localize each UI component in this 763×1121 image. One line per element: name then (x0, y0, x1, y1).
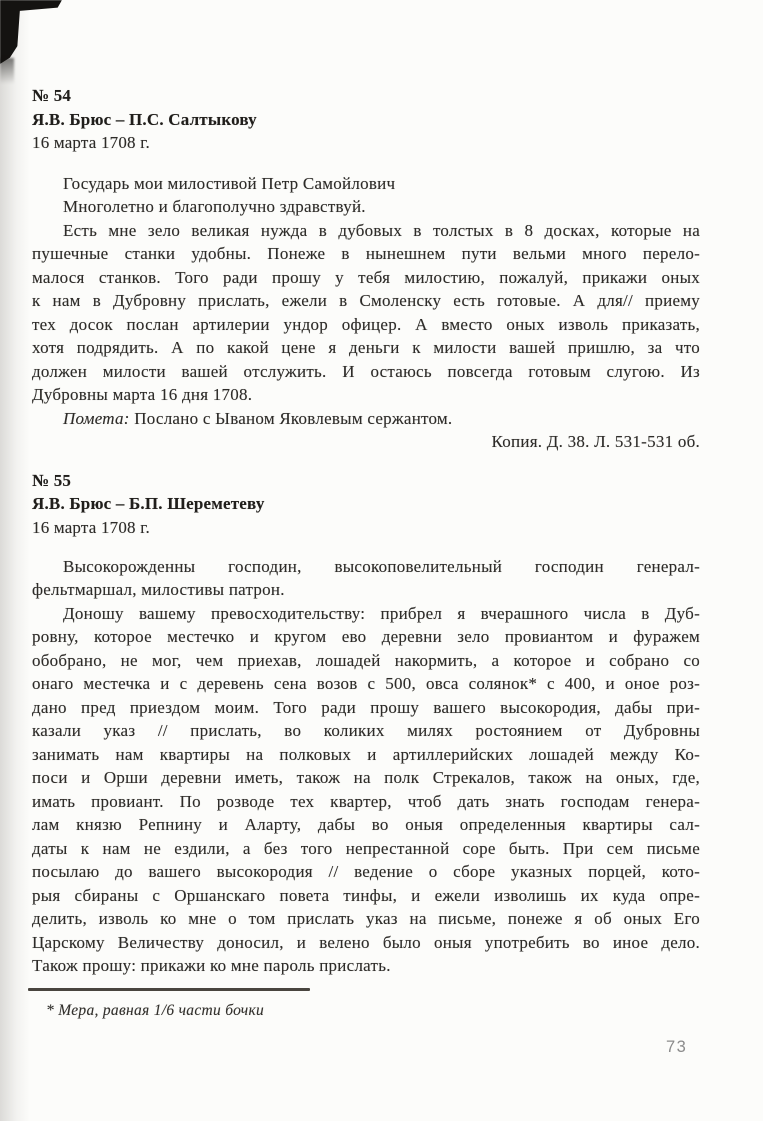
text-line: Царскому Величеству доносил, и велено было оныя употребить во иное дело. (32, 932, 700, 952)
text-line: лам князю Репнину и Аларту, дабы во оныя определенныя квартиры сал- (32, 815, 700, 834)
pometa-label: Помета: (63, 408, 130, 428)
document-title: Я.В. Брюс – Б.П. Шереметеву (32, 494, 265, 513)
text-line: пушечные станки удобны. Понеже в нынешнем пути вельми много перело- (32, 244, 700, 263)
text-line: даты к нам не ездили, а без того непрестанной соре быть. При сем письме (32, 838, 700, 858)
text-line: Також прошу: прикажи ко мне пароль прислать. (32, 956, 391, 975)
letter-54 (32, 84, 700, 454)
document-title: Я.В. Брюс – П.С. Салтыкову (32, 109, 257, 129)
pometa-text: Послано с Ываном Яковлевым сержантом. (129, 408, 453, 428)
footnote-separator (28, 988, 310, 991)
letter-55 (32, 469, 700, 978)
text-line: обобрано, не мог, чем приехав, лошадей накормить, а которое и собрано со (32, 650, 700, 670)
text-line: Многолетно и благополучно здравствуй. (63, 197, 366, 216)
letter-salutation-paragraph (32, 555, 700, 602)
text-line: поси и Орши деревни иметь, також на полк Стрекалов, також на оных, где, (32, 768, 700, 787)
scan-artifact-corner (0, 0, 62, 64)
text-line: посылаю до вашего высокородия // ведение о сборе указных порцей, кото- (32, 862, 700, 881)
text-line: Дубровны марта 16 дня 1708. (32, 385, 253, 404)
text-line: имать провиант. По розводе тех квартер, чтоб дать знать господам генера- (32, 791, 700, 811)
text-line: онаго местечка и с деревень сена возов с 500, овса солянок* с 400, и оное роз- (32, 674, 700, 693)
scan-artifact-fade (0, 58, 14, 84)
document-date: 16 марта 1708 г. (32, 133, 150, 152)
letter-body (32, 602, 700, 978)
text-line: тех досок послан артилерии ундор офицер. А вместо оных изволь приказать, (32, 314, 700, 334)
archive-reference: Копия. Д. 38. Л. 531-531 об. (491, 432, 700, 451)
text-line: рыя сбираны с Оршанскаго повета тинфы, и ежели изволишь их куда опре- (32, 885, 700, 905)
footnote-text: * Мера, равная 1/6 части бочки (46, 1002, 265, 1019)
document-number: № 55 (32, 470, 72, 490)
text-line: занимать нам квартиры на полковых и артиллерийских лошадей между Ко- (32, 744, 700, 764)
document-number: № 54 (32, 86, 72, 105)
text-line: делить, изволь ко мне о том прислать указ на письме, понеже я об оных Его (32, 909, 700, 928)
text-line: казали указ // прислать, во коликих милях ростоянием от Дубровны (32, 721, 700, 740)
text-line: ровну, которое местечко и кругом ево деревни зело провиантом и фуражем (32, 627, 700, 646)
binding-shadow (0, 0, 30, 1121)
pometa-line (32, 407, 700, 431)
text-line: Государь мои милостивой Петр Самойлович (63, 173, 396, 193)
text-line: дано пред приездом моим. Того ради прошу вашего высокородия, дабы при- (32, 697, 700, 717)
text-line: должен милости вашей отслужить. И остаюсь повсегда готовым слугою. Из (32, 361, 700, 381)
text-line: Доношу вашему превосходительству: прибрел я вчерашного числа в Дуб- (63, 603, 700, 623)
text-line: фельтмаршал, милостивы патрон. (32, 580, 285, 599)
text-line: хотя подрядить. А по какой цене я деньги к милости вашей пришлю, за что (32, 338, 700, 357)
salutation (32, 172, 700, 219)
text-line: Высокорожденны господин, высокоповелительный господин генерал- (63, 556, 700, 576)
document-date: 16 марта 1708 г. (32, 517, 150, 537)
letter-body (32, 219, 700, 407)
text-line: малося станков. Того ради прошу у тебя милостию, пожалуй, прикажи оных (32, 267, 700, 287)
text-line: Есть мне зело великая нужда в дубовых в толстых в 8 досках, которые на (63, 220, 700, 240)
page-number: 73 (666, 1038, 688, 1056)
text-line: к нам в Дубровну прислать, ежели в Смоленску есть готовые. А для// приему (32, 291, 700, 310)
page-content (32, 84, 700, 978)
